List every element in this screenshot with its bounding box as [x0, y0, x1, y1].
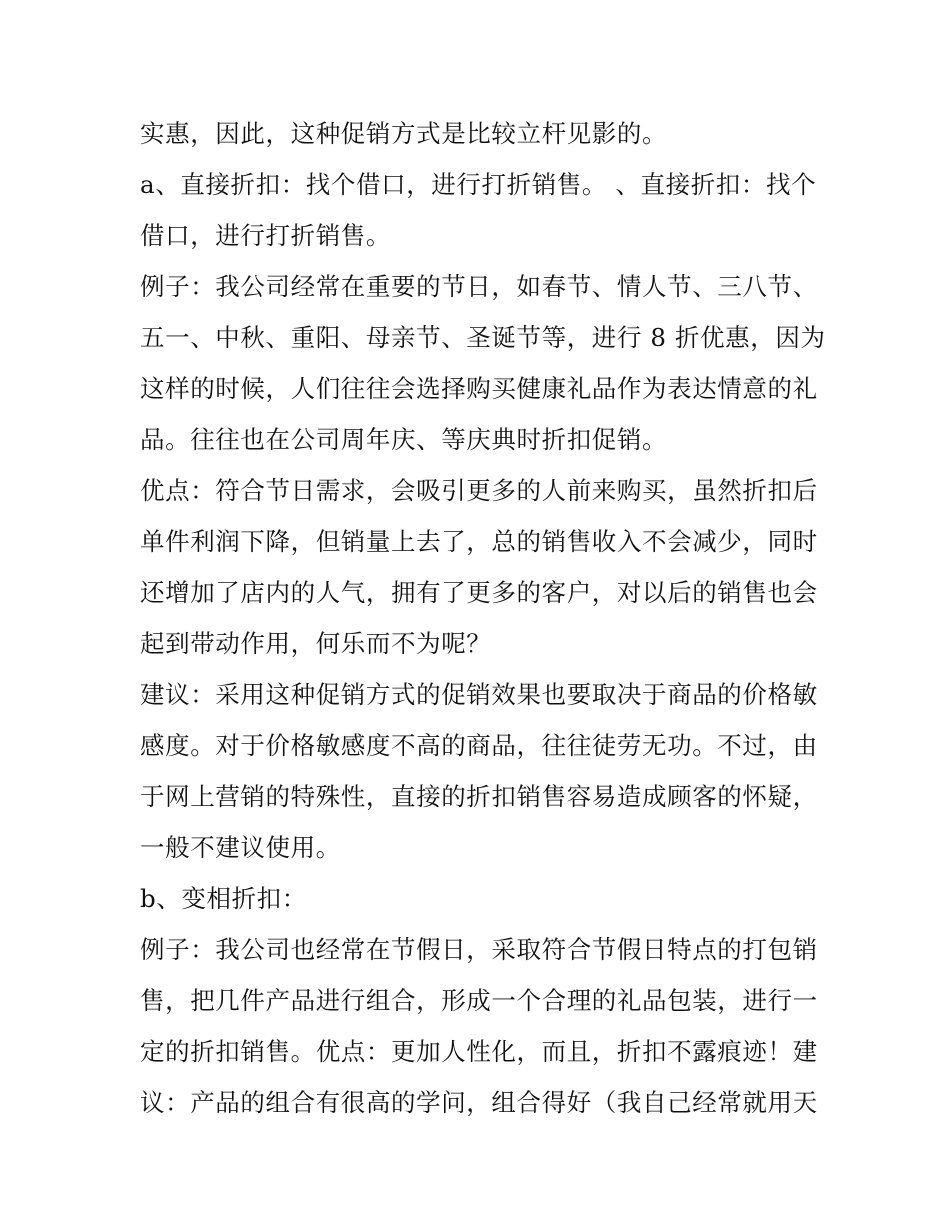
text-line: 借口，进行打折销售。 [140, 221, 391, 250]
text-line: 一般不建议使用。 [140, 833, 341, 862]
text-line: 感度。对于价格敏感度不高的商品，往往徒劳无功。不过，由 [140, 731, 818, 760]
text-line: b、变相折扣： [140, 884, 307, 913]
text-line: 起到带动作用，何乐而不为呢？ [140, 629, 492, 658]
text-line: 于网上营销的特殊性，直接的折扣销售容易造成顾客的怀疑， [140, 782, 818, 811]
text-line: 单件利润下降，但销量上去了，总的销售收入不会减少，同时 [140, 527, 818, 556]
text-line: 售，把几件产品进行组合，形成一个合理的礼品包装，进行一 [140, 986, 818, 1015]
text-line: 这样的时候，人们往往会选择购买健康礼品作为表达情意的礼 [140, 374, 818, 403]
text-line: 定的折扣销售。优点：更加人性化，而且，折扣不露痕迹！建 [140, 1037, 818, 1066]
text-line: a、直接折扣：找个借口，进行打折销售。 、直接折扣：找个 [140, 170, 817, 199]
text-line: 品。往往也在公司周年庆、等庆典时折扣促销。 [140, 425, 668, 454]
text-line: 还增加了店内的人气，拥有了更多的客户，对以后的销售也会 [140, 578, 818, 607]
body-text [140, 108, 826, 1128]
text-line: 优点：符合节日需求，会吸引更多的人前来购买，虽然折扣后 [140, 476, 818, 505]
text-line: 例子：我公司经常在重要的节日，如春节、情人节、三八节、 [140, 272, 818, 301]
text-line: 例子：我公司也经常在节假日，采取符合节假日特点的打包销 [140, 935, 818, 964]
text-line: 实惠，因此，这种促销方式是比较立杆见影的。 [140, 119, 668, 148]
text-line: 建议：采用这种促销方式的促销效果也要取决于商品的价格敏 [140, 680, 818, 709]
text-line: 议：产品的组合有很高的学问，组合得好（我自己经常就用天 [140, 1088, 818, 1117]
text-line: 五一、中秋、重阳、母亲节、圣诞节等，进行 8 折优惠，因为 [140, 323, 826, 352]
